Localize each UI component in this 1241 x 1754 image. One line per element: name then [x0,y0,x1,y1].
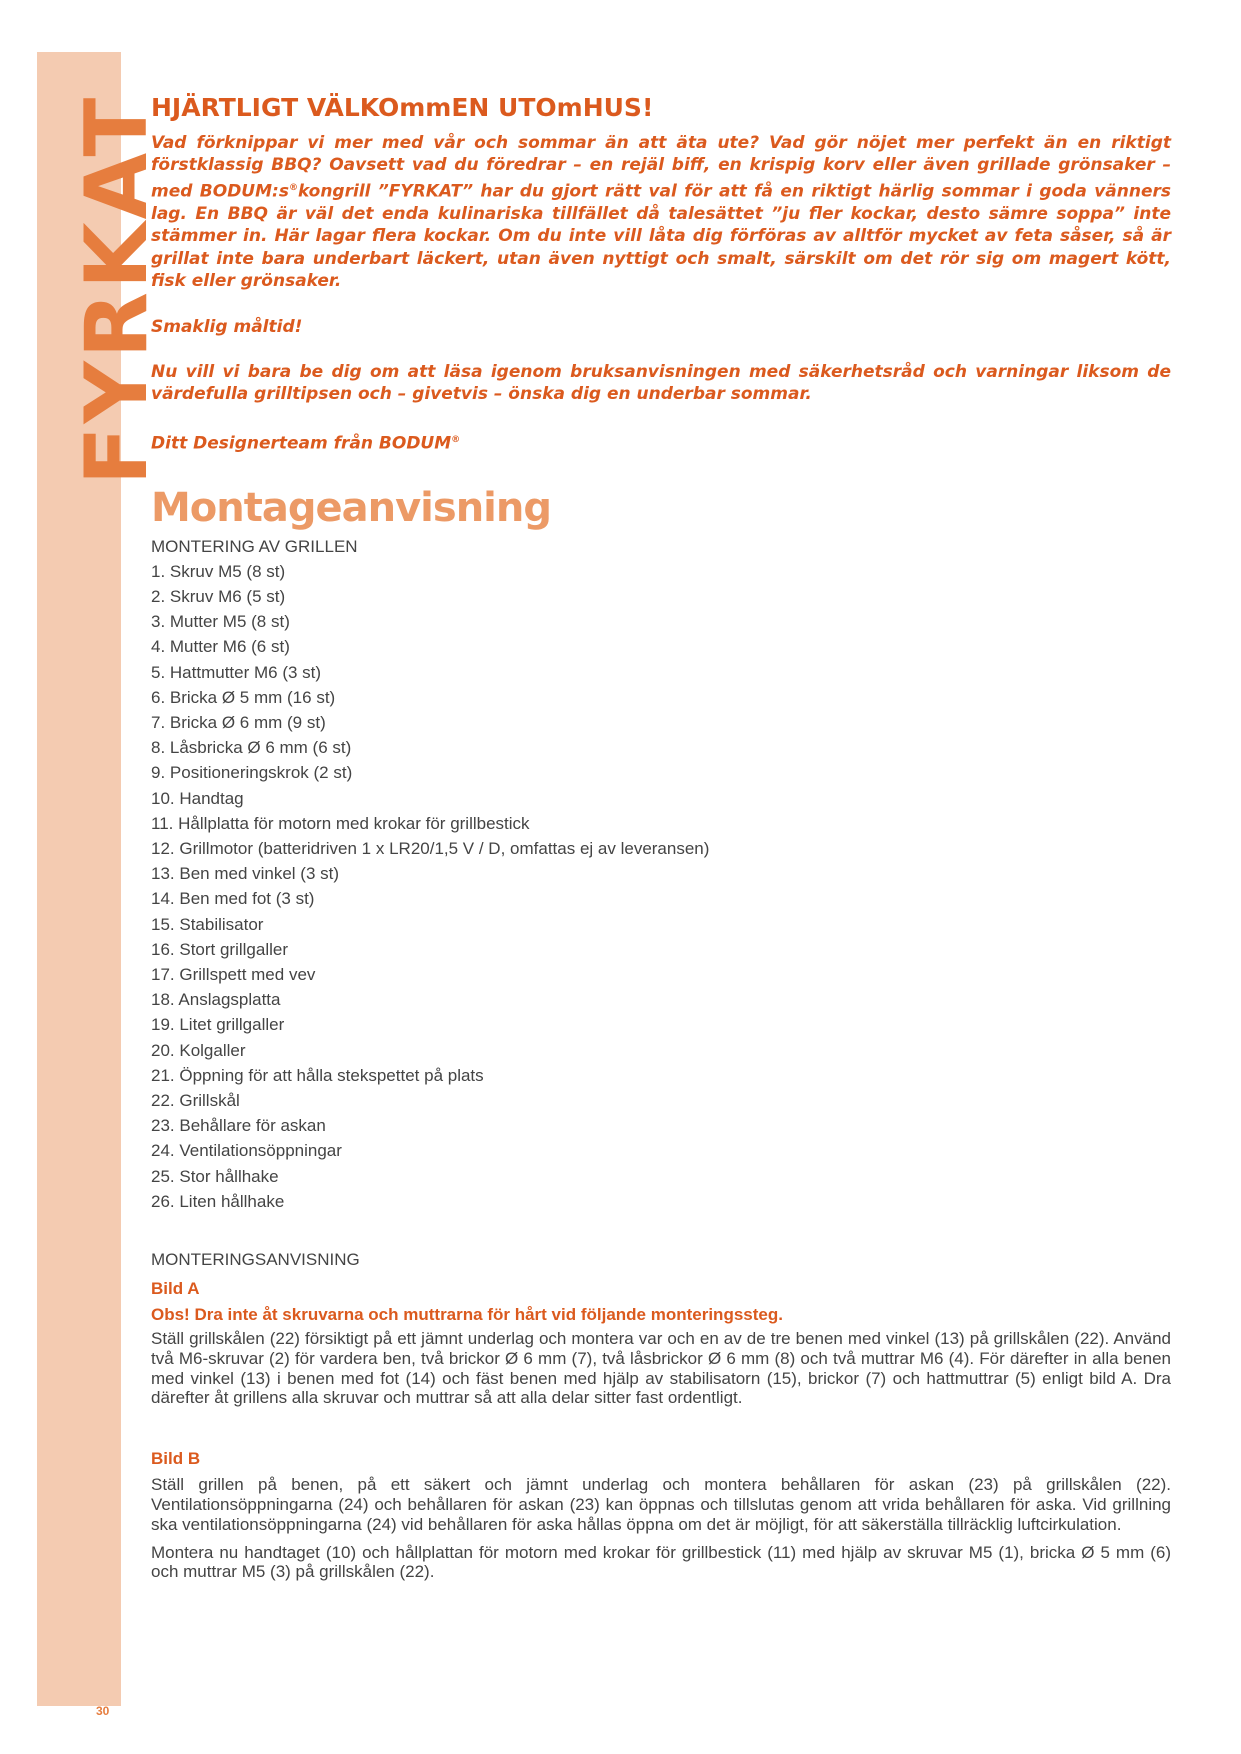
intro-paragraph [151,132,1171,293]
parts-list-item: 15. Stabilisator [151,914,264,934]
parts-list-item: 16. Stort grillgaller [151,939,289,959]
parts-list-item: 12. Grillmotor (batteridriven 1 x LR20/1,5 V / D, omfattas ej av leveransen) [151,839,710,859]
page-number: 30 [96,1704,110,1718]
parts-list-item: 5. Hattmutter M6 (3 st) [151,662,322,682]
parts-list-item: 14. Ben med fot (3 st) [151,889,315,909]
parts-list [151,559,1171,1214]
sidebar-title: FYRKAT [67,94,167,486]
parts-list-item: 10. Handtag [151,788,244,808]
parts-list-item: 3. Mutter M5 (8 st) [151,612,290,632]
signature [151,429,1171,455]
bild-b-text-1: Ställ grillen på benen, på ett säkert och jämnt underlag och montera behållaren för askan (23) på grillskålen (22). Ventilationsöppningarna (24) och behållaren för askan (23) kan öppnas och tillslutas genom att vrida behållaren för aska. Vid grillning ska ventilationsöppningarna (24) vid behållaren för aska hållas öppna om det är möjligt, för att säkerställa tillräcklig luftcirkulation. [151,1475,1171,1534]
instructions-heading: MONTERINGSANVISNING [151,1250,360,1270]
intro-section [151,93,1171,455]
sidebar [37,52,167,1718]
assembly-title: Montageanvisning [151,484,551,531]
parts-list-item: 17. Grillspett med vev [151,965,316,985]
parts-list-item: 22. Grillskål [151,1091,240,1111]
assembly-section [151,485,1171,1582]
parts-list-item: 8. Låsbricka Ø 6 mm (6 st) [151,738,352,758]
parts-list-item: 18. Anslagsplatta [151,990,281,1010]
parts-list-item: 26. Liten hållhake [151,1191,285,1211]
bild-a-warning: Obs! Dra inte åt skruvarna och muttrarna för hårt vid följande monteringssteg. [151,1305,783,1325]
parts-list-item: 7. Bricka Ø 6 mm (9 st) [151,713,326,732]
signature-registered-mark: ® [451,434,461,445]
parts-list-item: 24. Ventilationsöppningar [151,1141,342,1161]
parts-list-item: 20. Kolgaller [151,1040,246,1060]
parts-list-item: 21. Öppning för att hålla stekspettet på plats [151,1065,484,1085]
registered-mark: ® [288,182,298,193]
signature-text: Ditt Designerteam från BODUM [151,433,452,454]
parts-list-item: 2. Skruv M6 (5 st) [151,586,286,606]
intro-paragraph-part1: Vad förknippar vi mer med vår och sommar än att äta ute? Vad gör nöjet mer perfekt än en riktigt förstklassig BBQ? Oavsett vad du föredrar – en rejäl biff, en krispig korv eller även grillade grönsaker – med BODUM:s [151,133,1171,202]
parts-list-item: 23. Behållare för askan [151,1116,326,1136]
bild-b-text-2: Montera nu handtaget (10) och hållplattan för motorn med krokar för grillbestick (11) med hjälp av skruvar M5 (1), bricka Ø 5 mm (6) och muttrar M5 (3) på grillskålen (22). [151,1542,1171,1582]
request-paragraph: Nu vill vi bara be dig om att läsa igenom bruksanvisningen med säkerhetsråd och varningar liksom de värdefulla grilltipsen och – givetvis – önska dig en underbar sommar. [151,361,1171,405]
parts-list-item: 4. Mutter M6 (6 st) [151,637,290,657]
parts-list-item: 11. Hållplatta för motorn med krokar för grillbestick [151,813,530,833]
bild-b-label: Bild B [151,1449,201,1469]
intro-paragraph-part2: kongrill ”FYRKAT” har du gjort rätt val för att få en riktigt härlig sommar i goda vänners lag. En BBQ är väl det enda kulinariska tillfället då talesättet ”ju fler kockar, desto sämre soppa” inte stämmer in. Här lagar flera kockar. Om du inte vill låta dig förföras av alltför mycket av feta såser, så är grillat inte bara underbart läckert, utan även nyttigt och smalt, särskilt om det rör sig om magert kött, fisk eller grönsaker. [151,181,1171,292]
parts-list-item: 13. Ben med vinkel (3 st) [151,864,340,884]
bild-a-label: Bild A [151,1279,200,1299]
parts-list-item: 25. Stor hållhake [151,1166,279,1186]
parts-heading: MONTERING AV GRILLEN [151,536,358,556]
page-content [151,93,1171,1590]
greeting: Smaklig måltid! [151,316,303,337]
parts-list-item: 6. Bricka Ø 5 mm (16 st) [151,687,336,707]
parts-list-item: 1. Skruv M5 (8 st) [151,561,286,581]
parts-list-item: 19. Litet grillgaller [151,1015,285,1035]
bild-a-text: Ställ grillskålen (22) försiktigt på ett jämnt underlag och montera var och en av de tre benen med vinkel (13) på grillskålen (22). Använd två M6-skruvar (2) för vardera ben, två brickor Ø 6 mm (7), två låsbrickor Ø 6 mm (8) och två muttrar M6 (4). För därefter in alla benen med vinkel (13) i benen med fot (14) och fäst benen med hjälp av stabilisatorn (15), brickor (7) och hattmuttrar (5) enligt bild A. Dra därefter åt grillens alla skruvar och muttrar så att alla delar sitter fast ordentligt. [151,1329,1171,1408]
welcome-heading: HJÄRTLIGT VÄLKOmmEN UTOmHUS! [151,93,654,122]
parts-list-item: 9. Positioneringskrok (2 st) [151,763,353,783]
